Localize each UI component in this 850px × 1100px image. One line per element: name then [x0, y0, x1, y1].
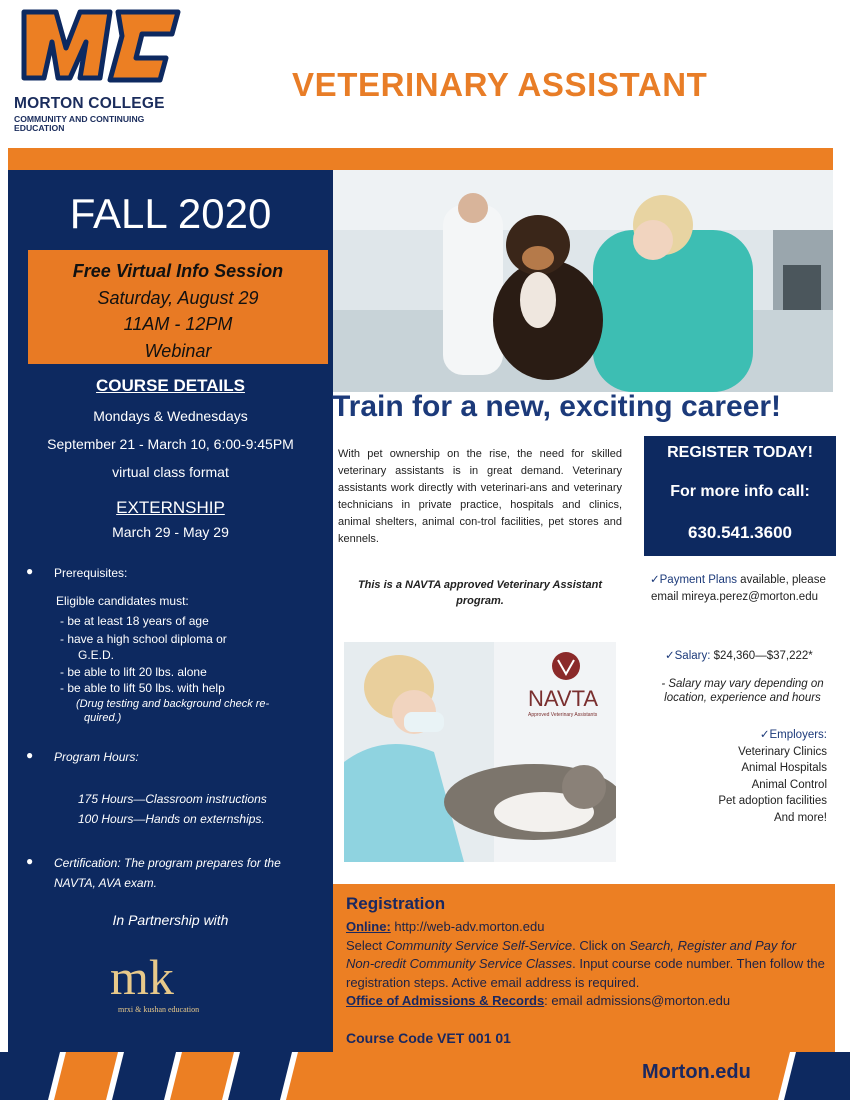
partnership-label: In Partnership with [112, 912, 229, 928]
navta-approval-note [338, 577, 622, 609]
employers-label: ✓Employers: [759, 729, 827, 741]
vet-with-cat-photo [344, 642, 616, 862]
register-heading: REGISTER TODAY! [667, 444, 813, 461]
registration-text [346, 918, 826, 1011]
register-today-box [644, 436, 836, 556]
prereq-item: - be able to lift 50 lbs. with help [60, 681, 225, 695]
prereq-note-cont: quired.) [84, 712, 122, 724]
search-register-path: Search, Register and Pay for Non-credit Community Service Classes [346, 937, 797, 972]
registration-click: . Click on [572, 937, 630, 953]
office-label: Office of Admissions & Records [346, 993, 545, 1009]
salary-note-line: location, experience and hours [664, 692, 821, 704]
phone-number[interactable]: 630.541.3600 [688, 523, 792, 542]
info-session-time: 11AM - 12PM [123, 314, 233, 334]
course-format: virtual class format [112, 464, 229, 480]
salary-note-line: - Salary may vary depending on [661, 678, 824, 690]
navta-approval-line: program. [456, 595, 504, 607]
info-session-box [28, 250, 328, 364]
salary-value: $24,360—$37,222* [710, 650, 813, 662]
salary [665, 648, 813, 662]
online-label: Online: [346, 919, 391, 934]
partner-logo-subtitle: mrxi & kushan education [118, 1005, 200, 1014]
course-details-heading: COURSE DETAILS [96, 376, 245, 395]
registration-steps: . Input course code number. Then follow the registration steps. Active email address is required. [346, 956, 825, 990]
logo-name: MORTON COLLEGE [14, 95, 165, 112]
payment-plans-label: ✓Payment Plans [650, 574, 737, 586]
registration-select: Select [346, 937, 386, 953]
salary-note [640, 678, 845, 704]
info-session-date: Saturday, August 29 [97, 287, 259, 308]
payment-plans [650, 572, 826, 586]
intro-paragraph: With pet ownership on the rise, the need for skilled veterinary assistants is in great demand. Veterinary assistants work directly with veterinari-ans and veterinary technicians in private practice, hospitals and clinics, animal shelters, animal con-trol facilities, pet stores and kennels. [338, 448, 622, 545]
course-days: Mondays & Wednesdays [93, 408, 248, 424]
bullet-icon: ● [26, 854, 34, 868]
registration-box [333, 884, 835, 1052]
employer-item: Veterinary Clinics [738, 745, 827, 758]
bullet-icon: ● [26, 748, 34, 762]
left-column [8, 170, 333, 1052]
course-dates: September 21 - March 10, 6:00-9:45PM [47, 436, 294, 452]
prereq-item: - be at least 18 years of age [60, 614, 209, 628]
employer-item: And more! [773, 811, 827, 824]
bullet-icon: ● [26, 564, 34, 578]
externship-heading: EXTERNSHIP [116, 498, 225, 517]
info-session-format: Webinar [144, 340, 212, 361]
footer-website[interactable]: Morton.edu [642, 1061, 751, 1083]
employers-list [718, 727, 827, 826]
employer-item: Animal Hospitals [741, 762, 827, 774]
program-hours-hands-on: 100 Hours—Hands on externships. [78, 812, 265, 826]
prereq-note: (Drug testing and background check re- [76, 698, 270, 710]
vet-with-dog-photo [333, 170, 833, 392]
tagline: Train for a new, exciting career! [332, 390, 782, 423]
navta-approval-line: This is a NAVTA approved Veterinary Assistant [357, 579, 603, 591]
header-band [8, 148, 833, 170]
prereq-item: - have a high school diploma or [60, 632, 227, 646]
employer-item: Pet adoption facilities [718, 795, 827, 807]
footer-band [0, 1052, 850, 1100]
more-info-label: For more info call: [670, 483, 810, 500]
externship-dates: March 29 - May 29 [112, 524, 229, 540]
morton-college-logo [12, 2, 192, 137]
logo-subtitle: COMMUNITY AND CONTINUING EDUCATION [14, 114, 145, 133]
term-heading: FALL 2020 [69, 190, 272, 237]
prereq-item: - be able to lift 20 lbs. alone [60, 665, 207, 679]
course-code: Course Code VET 001 01 [346, 1030, 511, 1046]
page-title: VETERINARY ASSISTANT [292, 66, 708, 103]
payment-email[interactable]: email mireya.perez@morton.edu [651, 591, 818, 603]
registration-heading: Registration [346, 894, 446, 913]
certification-text-cont: NAVTA, AVA exam. [54, 876, 157, 890]
online-url[interactable]: http://web-adv.morton.edu [390, 919, 545, 934]
mc-logo-mark [18, 2, 183, 100]
prereq-item: G.E.D. [78, 648, 115, 662]
employer-item: Animal Control [751, 778, 827, 791]
navta-logo-subtitle: Approved Veterinary Assistants [528, 712, 598, 718]
prereq-label: Prerequisites: [54, 566, 128, 580]
salary-label: ✓Salary: [665, 650, 711, 662]
prereq-intro: Eligible candidates must: [56, 594, 189, 608]
info-session-title: Free Virtual Info Session [72, 261, 284, 281]
program-hours-label: Program Hours: [54, 750, 139, 764]
self-service-name: Community Service Self-Service [385, 937, 573, 953]
partner-logo-text: mk [110, 950, 174, 1005]
program-hours-classroom: 175 Hours—Classroom instructions [78, 792, 267, 806]
payment-plans-text: available, please [736, 574, 826, 586]
mk-partner-logo [100, 950, 240, 1020]
navta-logo-text: NAVTA [528, 686, 599, 711]
certification-text: Certification: The program prepares for the [54, 856, 281, 870]
office-email[interactable]: : email admissions@morton.edu [544, 993, 731, 1009]
